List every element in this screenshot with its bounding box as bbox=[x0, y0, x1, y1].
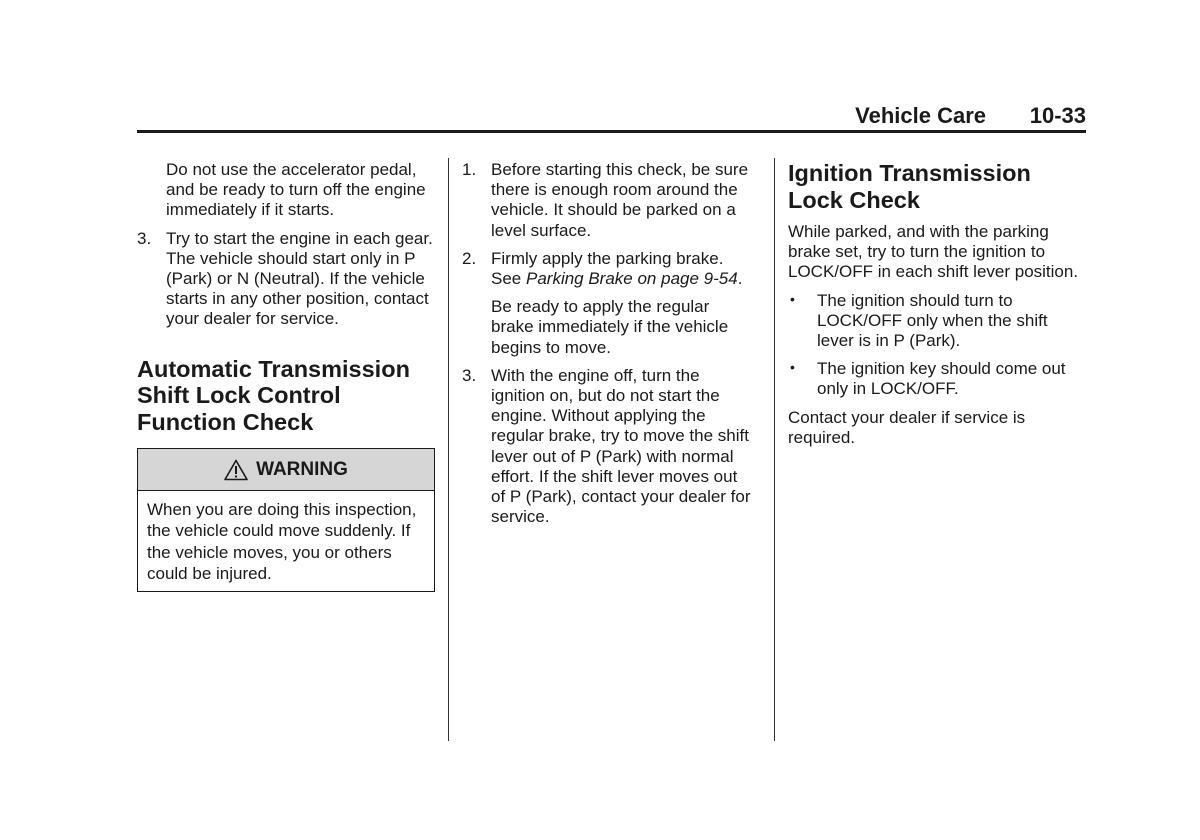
bullet-icon: • bbox=[790, 290, 795, 307]
section-heading-ignition-lock bbox=[788, 160, 1086, 213]
list-number: 1. bbox=[462, 160, 477, 179]
list-item bbox=[137, 229, 435, 330]
list-item-text: With the engine off, turn the ignition on, but do not start the engine. Without applying the regular brake, try to move the shift lever out of P (Park) with normal effort. If the shift lever moves out of P (Park), contact your dealer for service. bbox=[491, 365, 751, 527]
list-number: 2. bbox=[462, 248, 477, 268]
list-number: 3. bbox=[462, 365, 477, 385]
list-item-text: . bbox=[737, 269, 743, 289]
list-item-followup: Be ready to apply the regular brake immediately if the vehicle begins to move. bbox=[491, 297, 729, 357]
list-item bbox=[462, 366, 754, 528]
cross-reference-link[interactable]: Parking Brake on page 9-54 bbox=[525, 269, 738, 289]
warning-box bbox=[137, 448, 435, 592]
list-item-text: Before starting this check, be sure there is enough room around the vehicle. It should be parked on a level surface. bbox=[491, 160, 749, 240]
page-number: 10-33 bbox=[1029, 103, 1086, 128]
list-item-text: Try to start the engine in each gear. The vehicle should start only in P (Park) or N (Neutral). If the vehicle starts in any other position, contact your dealer for service. bbox=[166, 228, 433, 329]
warning-text: When you are doing this inspection, the vehicle could move suddenly. If the vehicle moves, you or others could be injured. bbox=[147, 500, 417, 584]
column-right bbox=[788, 160, 1086, 448]
list-item bbox=[462, 249, 754, 289]
column-divider bbox=[448, 158, 449, 741]
section-title: Vehicle Care bbox=[855, 103, 986, 128]
warning-header bbox=[138, 449, 434, 491]
heading-line: Shift Lock Control bbox=[137, 382, 341, 409]
list-item bbox=[462, 160, 754, 241]
list-item-text: The ignition should turn to LOCK/OFF only when the shift lever is in P (Park). bbox=[817, 290, 1048, 351]
warning-triangle-icon bbox=[224, 459, 248, 481]
column-middle bbox=[462, 160, 754, 527]
page-header bbox=[137, 100, 1086, 133]
list-item-text: Firmly apply the parking brake. See bbox=[491, 248, 724, 289]
section-heading-shift-lock bbox=[137, 356, 435, 436]
heading-line: Lock Check bbox=[788, 186, 920, 213]
continued-step-text: Do not use the accelerator pedal, and be ready to turn off the engine immediately if it starts. bbox=[166, 160, 426, 220]
closing-paragraph: Contact your dealer if service is required. bbox=[788, 407, 1026, 447]
intro-paragraph: While parked, and with the parking brake set, try to turn the ignition to LOCK/OFF in each shift lever position. bbox=[788, 222, 1079, 282]
heading-line: Ignition Transmission bbox=[788, 160, 1031, 186]
list-item bbox=[788, 359, 1086, 399]
bullet-icon: • bbox=[790, 359, 795, 376]
list-item-text: The ignition key should come out only in LOCK/OFF. bbox=[817, 359, 1066, 399]
list-item bbox=[788, 291, 1086, 352]
warning-label: WARNING bbox=[256, 458, 348, 480]
heading-line: Function Check bbox=[137, 408, 314, 435]
heading-line: Automatic Transmission bbox=[137, 355, 410, 382]
column-divider bbox=[774, 158, 775, 741]
column-left bbox=[137, 160, 435, 592]
list-number: 3. bbox=[137, 228, 152, 248]
